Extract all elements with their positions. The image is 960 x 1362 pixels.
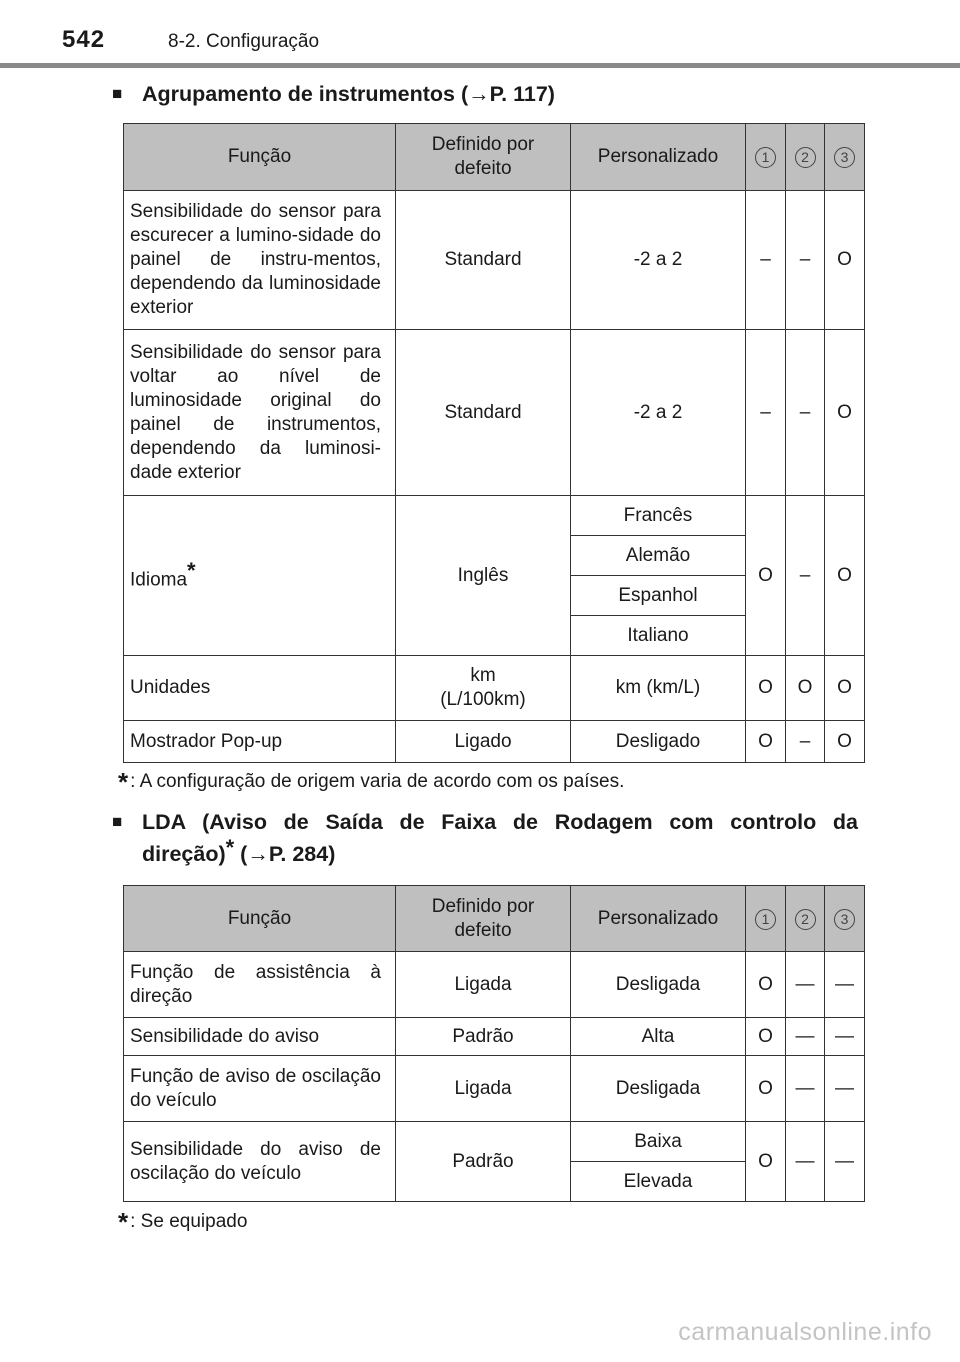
section2-heading-line1: LDA (Aviso de Saída de Faixa de Rodagem com controlo da <box>142 810 858 834</box>
section1-heading <box>112 78 555 110</box>
table-row <box>124 952 865 1018</box>
cell-custom-option: Baixa <box>571 1122 746 1162</box>
section-title: 8-2. Configuração <box>168 31 320 52</box>
cell-custom: Alta <box>571 1018 746 1056</box>
cell-custom: km (km/L) <box>571 656 746 721</box>
bullet-icon: ■ <box>112 84 123 103</box>
cell-c1: – <box>746 330 786 496</box>
cell-c3: O <box>825 721 865 763</box>
table-row <box>124 1056 865 1122</box>
cell-c1: O <box>746 721 786 763</box>
cell-custom-option: Alemão <box>571 536 746 576</box>
header-col-1 <box>746 124 786 191</box>
cell-default: Ligada <box>396 1056 571 1122</box>
circled-2-icon: 2 <box>795 147 816 168</box>
cell-c2: — <box>786 1122 825 1202</box>
cell-default: Ligada <box>396 952 571 1018</box>
cell-function: Unidades <box>124 656 396 721</box>
cell-function: Sensibilidade do aviso de oscilação do veículo <box>124 1122 396 1202</box>
cell-default: Standard <box>396 191 571 330</box>
header-col-3 <box>825 124 865 191</box>
header-custom: Personalizado <box>571 886 746 952</box>
cell-c1: – <box>746 191 786 330</box>
cell-function: Sensibilidade do aviso <box>124 1018 396 1056</box>
lda-table <box>123 885 865 1202</box>
footnote <box>118 767 624 798</box>
section2-heading-line2-end: (→P. 284) <box>234 842 336 866</box>
cell-c3: — <box>825 1122 865 1202</box>
cell-custom-option: Elevada <box>571 1162 746 1202</box>
circled-1-icon: 1 <box>755 147 776 168</box>
header-col-2 <box>786 124 825 191</box>
footnote-marker: * <box>225 835 235 860</box>
header-col-3 <box>825 886 865 952</box>
cell-default: Padrão <box>396 1018 571 1056</box>
header-default: Definido por defeito <box>396 124 571 191</box>
cell-custom: -2 a 2 <box>571 330 746 496</box>
cell-c2: – <box>786 330 825 496</box>
section2-heading <box>112 806 858 870</box>
cell-c2: — <box>786 1056 825 1122</box>
cell-c1: O <box>746 656 786 721</box>
cell-c3: — <box>825 1056 865 1122</box>
footnote-text: : A configuração de origem varia de acordo com os países. <box>130 771 625 792</box>
cell-default: Inglês <box>396 496 571 656</box>
section1-heading-text: Agrupamento de instrumentos (→P. 117) <box>142 82 555 106</box>
cell-function: Sensibilidade do sensor para voltar ao nível de luminosidade original do painel de instrumentos, dependendo da luminosi-dade exterior <box>124 330 396 496</box>
cell-custom: Desligada <box>571 1056 746 1122</box>
table-row <box>124 496 865 536</box>
table-row <box>124 721 865 763</box>
cell-function <box>124 496 396 656</box>
circled-2-icon: 2 <box>795 909 816 930</box>
table-header-row <box>124 124 865 191</box>
instrument-cluster-table <box>123 123 865 763</box>
cell-c3: O <box>825 496 865 656</box>
cell-function: Função de assistência à direção <box>124 952 396 1018</box>
cell-c1: O <box>746 1056 786 1122</box>
cell-custom: Desligada <box>571 952 746 1018</box>
cell-default <box>396 656 571 721</box>
table-row <box>124 1018 865 1056</box>
table-header-row <box>124 886 865 952</box>
cell-function: Função de aviso de oscilação do veículo <box>124 1056 396 1122</box>
circled-3-icon: 3 <box>834 147 855 168</box>
footnote-star: * <box>118 1207 129 1237</box>
cell-function: Sensibilidade do sensor para escurecer a lumino-sidade do painel de instru-mentos, dependendo da luminosidade exterior <box>124 191 396 330</box>
cell-custom: -2 a 2 <box>571 191 746 330</box>
header-col-2 <box>786 886 825 952</box>
table-row <box>124 330 865 496</box>
cell-c3: O <box>825 191 865 330</box>
cell-c2: — <box>786 1018 825 1056</box>
circled-3-icon: 3 <box>834 909 855 930</box>
cell-custom-option: Francês <box>571 496 746 536</box>
watermark: carmanualsonline.info <box>678 1318 932 1346</box>
header-default: Definido por defeito <box>396 886 571 952</box>
footnote-star: * <box>118 767 129 797</box>
header-function: Função <box>124 124 396 191</box>
page-number: 542 <box>62 26 106 53</box>
cell-c2: O <box>786 656 825 721</box>
footnote <box>118 1207 247 1238</box>
footnote-marker: * <box>187 557 196 583</box>
cell-c2: – <box>786 191 825 330</box>
cell-default: Padrão <box>396 1122 571 1202</box>
cell-default: Ligado <box>396 721 571 763</box>
cell-c1: O <box>746 952 786 1018</box>
default-line-2: (L/100km) <box>440 689 526 710</box>
section2-heading-line2 <box>142 835 858 870</box>
cell-c2: – <box>786 496 825 656</box>
cell-c3: — <box>825 1018 865 1056</box>
cell-c3: — <box>825 952 865 1018</box>
cell-c1: O <box>746 1122 786 1202</box>
table-row <box>124 656 865 721</box>
language-label: Idioma <box>130 569 188 591</box>
cell-c3: O <box>825 656 865 721</box>
header-function: Função <box>124 886 396 952</box>
cell-c1: O <box>746 1018 786 1056</box>
cell-c3: O <box>825 330 865 496</box>
header-custom: Personalizado <box>571 124 746 191</box>
cell-custom: Desligado <box>571 721 746 763</box>
cell-c2: – <box>786 721 825 763</box>
table-row <box>124 1122 865 1162</box>
table-row <box>124 191 865 330</box>
cell-default: Standard <box>396 330 571 496</box>
circled-1-icon: 1 <box>755 909 776 930</box>
cell-custom-option: Espanhol <box>571 576 746 616</box>
header-col-1 <box>746 886 786 952</box>
cell-function: Mostrador Pop-up <box>124 721 396 763</box>
header-rule <box>0 63 960 68</box>
footnote-text: : Se equipado <box>130 1211 248 1232</box>
cell-c1: O <box>746 496 786 656</box>
cell-c2: — <box>786 952 825 1018</box>
bullet-icon: ■ <box>112 812 123 831</box>
default-line-1: km <box>470 665 496 686</box>
section2-heading-line2-start: direção) <box>142 842 226 866</box>
cell-custom-option: Italiano <box>571 616 746 656</box>
